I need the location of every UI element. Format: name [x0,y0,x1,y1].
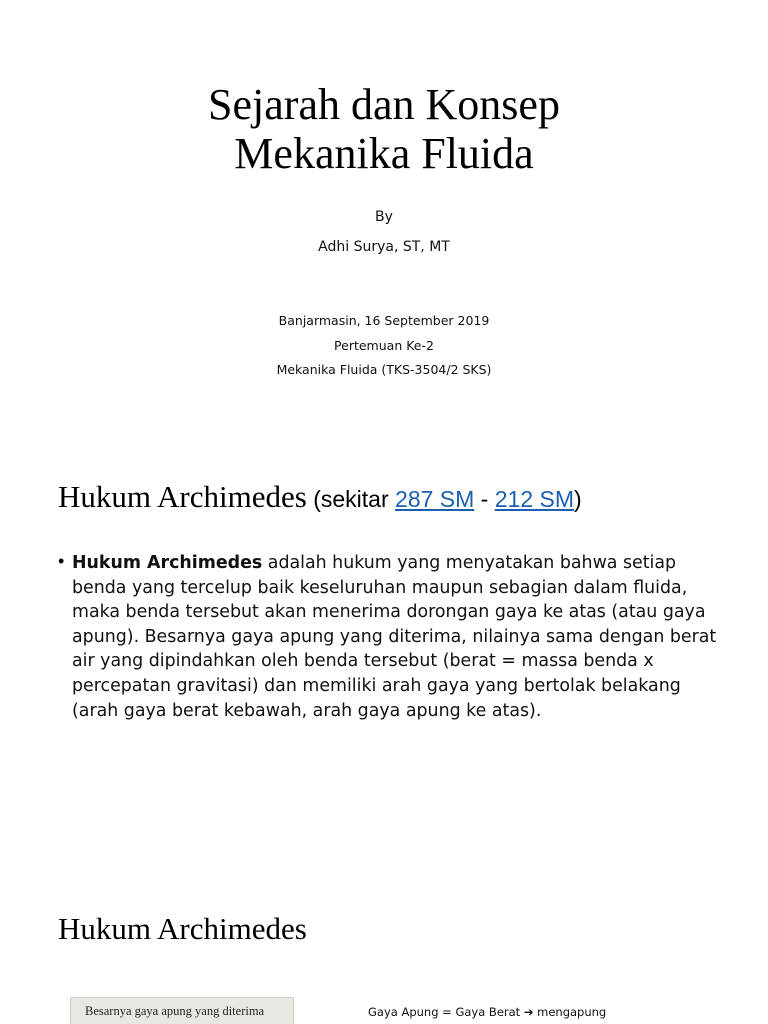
slide-heading [58,479,582,515]
heading-prefix: sekitar [320,486,396,512]
heading-text: Hukum Archimedes [58,479,307,514]
title-line-1: Sejarah dan Konsep [208,80,560,129]
dash: - [474,486,495,512]
paren-open: ( [306,486,321,512]
slide-archimedes-definition [0,445,768,865]
bullet-body: adalah hukum yang menyatakan bahwa setiap benda yang tercelup baik keseluruhan maupun sebagian dalam fluida, maka benda tersebut akan menerima dorongan gaya ke atas (atau gaya apung). Besarnya gaya apung yang diterima, nilainya sama dengan berat air yang dipindahkan oleh benda tersebut (berat = massa benda x percepatan gravitasi) dan memiliki arah gaya yang bertolak belakang (arah gaya berat kebawah, arah gaya apung ke atas). [72,553,717,721]
bullet-item [58,551,718,723]
formula-right: mengapung [533,1005,607,1019]
meeting-number: Pertemuan Ke-2 [334,338,434,353]
slide-heading-2: Hukum Archimedes [58,911,307,946]
date-location: Banjarmasin, 16 September 2019 [278,313,490,328]
slide-title [0,0,768,445]
slide-archimedes-illustration [0,865,768,1024]
paren-close: ) [574,486,582,512]
slide-title-heading [0,80,768,178]
link-212-sm[interactable]: 212 SM [494,486,575,512]
bullet-icon: • [58,551,65,571]
heading-date-range [307,486,582,512]
formula-left: Gaya Apung = Gaya Berat [368,1005,524,1019]
bullet-bold-term: Hukum Archimedes [72,553,263,573]
author-name: Adhi Surya, ST, MT [318,239,450,255]
bullet-paragraph [72,551,718,723]
link-287-sm[interactable]: 287 SM [395,486,475,512]
arrow-right-icon: ➔ [523,1005,534,1019]
scanned-image [70,997,294,1024]
formula-text [368,1005,606,1019]
scanned-image-text: Besarnya gaya apung yang diterima [85,1004,265,1018]
course-name: Mekanika Fluida (TKS-3504/2 SKS) [276,362,492,377]
title-line-2: Mekanika Fluida [234,129,534,178]
by-label: By [375,209,393,225]
